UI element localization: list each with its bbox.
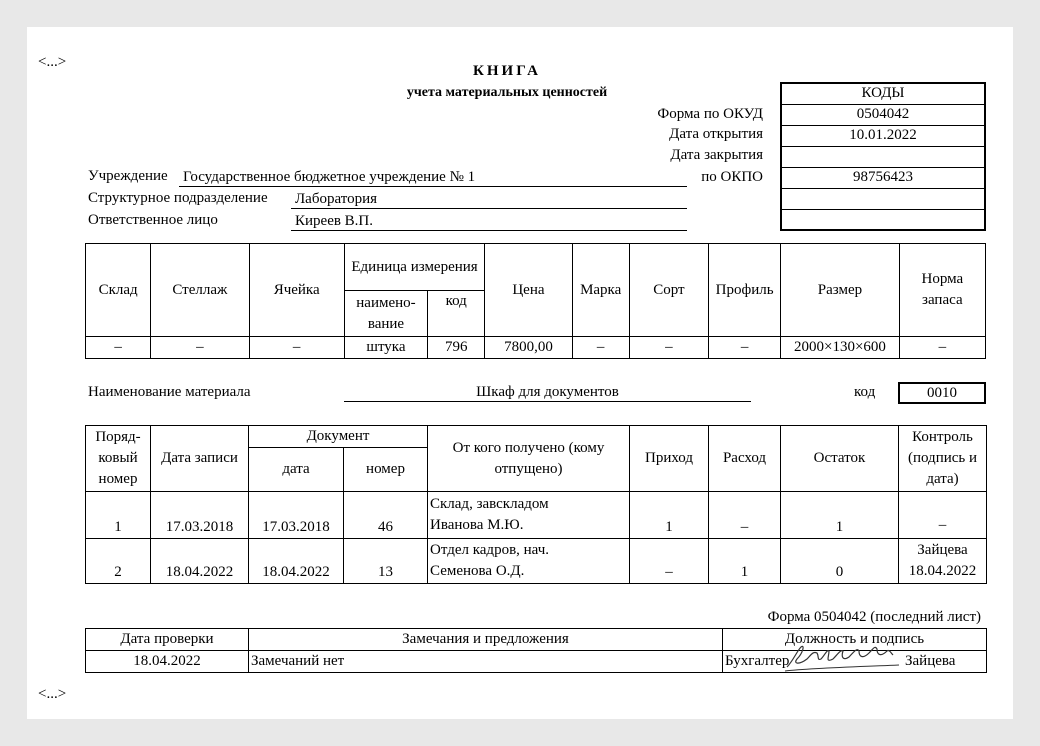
codes-table — [780, 82, 986, 231]
row1-control — [899, 492, 987, 539]
header-doc-date: дата — [249, 448, 344, 492]
header-unit: Единица измерения — [344, 244, 484, 291]
check-date-value: 18.04.2022 — [86, 651, 249, 673]
cell-warehouse: – — [86, 337, 151, 359]
last-sheet-caption: Форма 0504042 (последний лист) — [767, 609, 981, 625]
row1-from-whom — [428, 492, 630, 539]
open-date-label: Дата открытия — [669, 126, 763, 142]
institution-label: Учреждение — [88, 168, 168, 184]
cell-size: 2000×130×600 — [781, 337, 899, 359]
signer-name: Зайцева — [905, 653, 956, 669]
row2-expense: 1 — [709, 539, 781, 584]
okpo-label: по ОКПО — [701, 169, 763, 185]
check-table — [85, 628, 987, 673]
cell-rack: – — [151, 337, 249, 359]
close-date-value — [781, 146, 985, 167]
header-from-whom: От кого получено (кому отпущено) — [428, 426, 630, 492]
row1-expense: – — [709, 492, 781, 539]
header-norm: Норма запаса — [899, 244, 985, 337]
position-cell — [723, 651, 987, 673]
row1-num: 1 — [86, 492, 151, 539]
row2-balance: 0 — [781, 539, 899, 584]
ellipsis-top: <...> — [38, 54, 67, 70]
row2-from-line1: Отдел кадров, нач. — [430, 542, 550, 558]
person-label: Ответственное лицо — [88, 212, 218, 228]
header-remarks: Замечания и предложения — [249, 629, 723, 651]
cell-unit-name: штука — [344, 337, 427, 359]
header-profile: Профиль — [709, 244, 781, 337]
codes-empty-1 — [781, 188, 985, 209]
storage-table — [85, 243, 986, 359]
row1-balance: 1 — [781, 492, 899, 539]
header-position: Должность и подпись — [723, 629, 987, 651]
cell-profile: – — [709, 337, 781, 359]
header-brand: Марка — [572, 244, 629, 337]
row1-income: 1 — [630, 492, 709, 539]
row1-control-line2: – — [938, 517, 947, 533]
header-balance: Остаток — [781, 426, 899, 492]
row2-control — [899, 539, 987, 584]
header-grade: Сорт — [629, 244, 708, 337]
division-value: Лаборатория — [291, 189, 687, 209]
header-expense: Расход — [709, 426, 781, 492]
institution-value: Государственное бюджетное учреждение № 1 — [179, 167, 687, 187]
remarks-value: Замечаний нет — [249, 651, 723, 673]
close-date-label: Дата закрытия — [670, 147, 763, 163]
document-title: КНИГА — [473, 63, 541, 79]
row1-from-line2: Иванова М.Ю. — [430, 517, 524, 533]
cell-norm: – — [899, 337, 985, 359]
document-subtitle: учета материальных ценностей — [406, 85, 608, 100]
cell-brand: – — [572, 337, 629, 359]
okud-label: Форма по ОКУД — [657, 106, 763, 122]
material-value: Шкаф для документов — [344, 382, 751, 402]
header-income: Приход — [630, 426, 709, 492]
header-unit-code: код — [428, 291, 485, 337]
header-unit-name: наимено-вание — [344, 291, 427, 337]
header-num: Поряд-ковый номер — [86, 426, 151, 492]
okud-value: 0504042 — [781, 104, 985, 125]
header-warehouse: Склад — [86, 244, 151, 337]
header-check-date: Дата проверки — [86, 629, 249, 651]
row2-record-date: 18.04.2022 — [151, 539, 249, 584]
row1-control-line1 — [901, 494, 984, 515]
row2-income: – — [630, 539, 709, 584]
row1-doc-date: 17.03.2018 — [249, 492, 344, 539]
header-doc-num: номер — [344, 448, 428, 492]
header-record-date: Дата записи — [151, 426, 249, 492]
material-label: Наименование материала — [88, 384, 251, 400]
handwritten-signature — [783, 637, 901, 675]
movement-table — [85, 425, 987, 584]
row2-from-whom — [428, 539, 630, 584]
row2-control-line2: 18.04.2022 — [908, 563, 977, 579]
header-price: Цена — [485, 244, 572, 337]
header-control: Контроль (подпись и дата) — [899, 426, 987, 492]
row2-from-line2: Семенова О.Д. — [430, 563, 525, 579]
row2-doc-num: 13 — [344, 539, 428, 584]
person-value: Киреев В.П. — [291, 211, 687, 231]
cell-grade: – — [629, 337, 708, 359]
row2-doc-date: 18.04.2022 — [249, 539, 344, 584]
codes-header: КОДЫ — [781, 83, 985, 104]
row1-from-line1: Склад, завскладом — [430, 496, 549, 512]
cell-cell: – — [249, 337, 344, 359]
codes-empty-2 — [781, 209, 985, 230]
header-cell: Ячейка — [249, 244, 344, 337]
row1-record-date: 17.03.2018 — [151, 492, 249, 539]
row1-doc-num: 46 — [344, 492, 428, 539]
division-label: Структурное подразделение — [88, 190, 268, 206]
okpo-value: 98756423 — [781, 167, 985, 188]
form-sheet — [27, 27, 1013, 719]
table-row — [86, 539, 987, 584]
position-value: Бухгалтер — [725, 653, 790, 669]
row2-control-line1: Зайцева — [917, 542, 968, 558]
cell-price: 7800,00 — [485, 337, 572, 359]
ellipsis-bottom: <...> — [38, 686, 67, 702]
table-row — [86, 492, 987, 539]
header-rack: Стеллаж — [151, 244, 249, 337]
material-code-value: 0010 — [898, 382, 986, 404]
header-size: Размер — [781, 244, 899, 337]
row2-num: 2 — [86, 539, 151, 584]
header-document: Документ — [249, 426, 428, 448]
cell-unit-code: 796 — [428, 337, 485, 359]
open-date-value: 10.01.2022 — [781, 125, 985, 146]
material-code-label: код — [854, 384, 876, 400]
